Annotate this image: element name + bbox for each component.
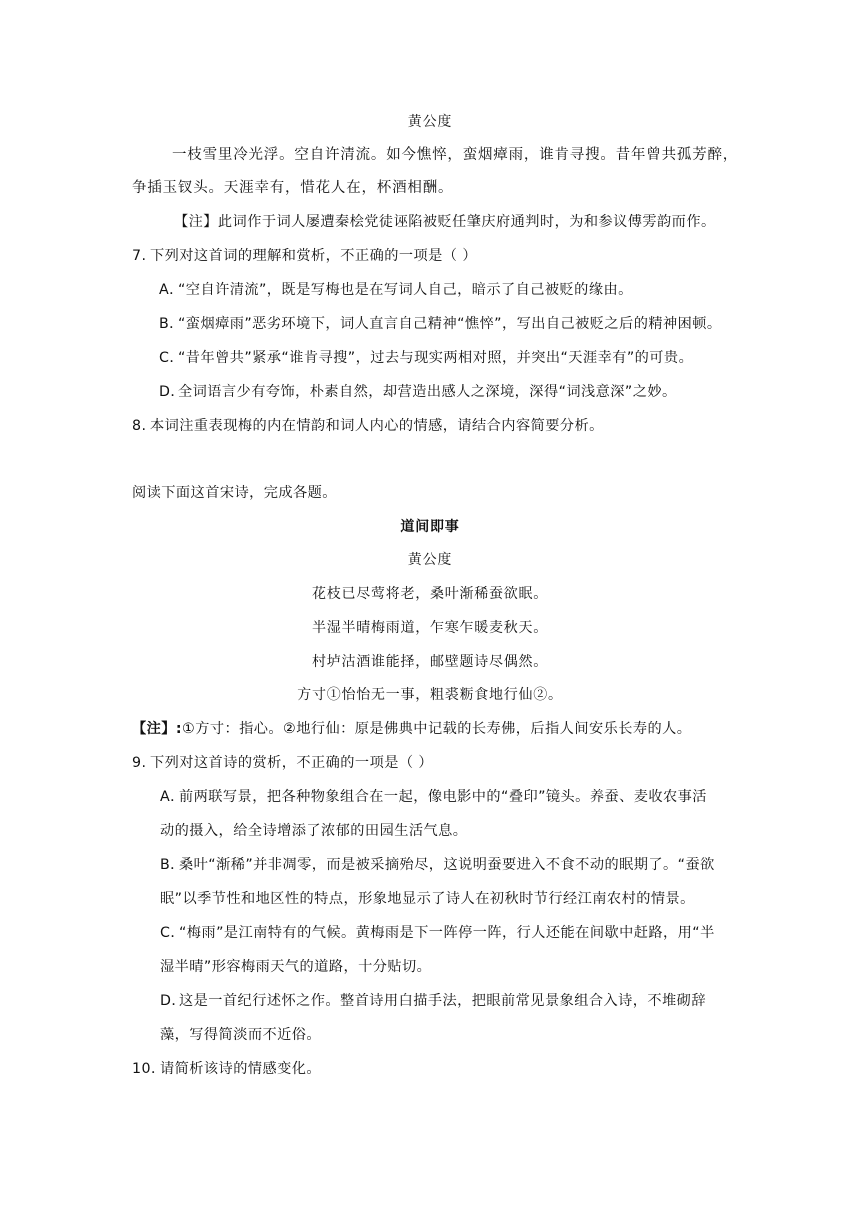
poem2-line-4: 方寸①怡怡无一事，粗裘粝食地行仙②。 <box>297 687 563 703</box>
poem1-note: 【注】此词作于词人屡遭秦桧党徒诬陷被贬任肇庆府通判时，为和参议傅雱韵而作。 <box>174 214 716 230</box>
q7-option-c-label: C． <box>159 350 184 366</box>
question-8-number: 8. <box>132 418 147 434</box>
q9-option-b-label: B． <box>160 857 185 873</box>
q9-option-d-line-2: 藻，写得简淡而不近俗。 <box>160 1027 322 1043</box>
poem2-line-1: 花枝已尽莺将老，桑叶渐稀蚕欲眠。 <box>312 586 548 602</box>
q7-option-c-text: “昔年曾共”紧承“谁肯寻搜”，过去与现实两相对照，并突出“天涯幸有”的可贵。 <box>178 350 694 366</box>
q9-option-b-text-1: 桑叶“渐稀”并非凋零，而是被采摘殆尽，这说明蚕要进入不食不动的眠期了。“蚕欲 <box>179 857 715 873</box>
question-9 <box>132 756 433 770</box>
q9-option-d-text-1: 这是一首纪行述怀之作。整首诗用白描手法，把眼前常见景象组合入诗，不堆砌辞 <box>179 993 706 1009</box>
poem2-note <box>132 722 691 736</box>
q9-option-d-label: D． <box>160 993 187 1009</box>
q9-option-c-line-1 <box>160 926 715 940</box>
q9-option-c-text-1: “梅雨”是江南特有的气候。黄梅雨是下一阵停一阵，行人还能在间歇中赶路，用“半 <box>179 925 715 941</box>
poem2-line-3: 村垆沽酒谁能择，邮壁题诗尽偶然。 <box>312 654 548 670</box>
q9-option-a-label: A． <box>160 789 185 805</box>
question-10-text: 请简析该诗的情感变化。 <box>160 1061 322 1077</box>
q9-option-d-line-1 <box>160 994 706 1008</box>
question-8 <box>132 419 604 433</box>
question-10-number: 10． <box>132 1061 166 1077</box>
q7-option-d <box>159 385 677 399</box>
q7-option-d-text: 全词语言少有夸饰，朴素自然，却营造出感人之深境，深得“词浅意深”之妙。 <box>178 384 677 400</box>
question-7-stem: 下列对这首词的理解和赏析，不正确的一项是（ ） <box>150 248 477 264</box>
q7-option-a-text: “空自许清流”，既是写梅也是在写词人自己，暗示了自己被贬的缘由。 <box>178 282 633 298</box>
q7-option-b-text: “蛮烟瘴雨”恶劣环境下，词人直言自己精神“憔悴”，写出自己被贬之后的精神困顿。 <box>178 316 722 332</box>
question-9-stem: 下列对这首诗的赏析，不正确的一项是（ ） <box>150 755 434 771</box>
q7-option-b-label: B． <box>159 316 184 332</box>
q9-option-c-label: C． <box>160 925 185 941</box>
poem2-author: 黄公度 <box>407 552 453 568</box>
q7-option-a <box>159 283 633 297</box>
q7-option-a-label: A． <box>159 282 184 298</box>
q7-option-c <box>159 351 693 365</box>
poem1-author: 黄公度 <box>407 114 453 130</box>
poem2-line-2: 半湿半晴梅雨道，乍寒乍暖麦秋天。 <box>312 620 548 636</box>
question-7-number: 7. <box>132 248 147 264</box>
question-8-text: 本词注重表现梅的内在情韵和词人内心的情感，请结合内容简要分析。 <box>150 418 604 434</box>
q9-option-b-line-1 <box>160 858 715 872</box>
q9-option-c-line-2: 湿半晴”形容梅雨天气的道路，十分贴切。 <box>160 959 432 975</box>
poem1-line-2: 争插玉钗头。天涯幸有，惜花人在，杯酒相酬。 <box>132 180 454 196</box>
poem1-line-1: 一枝雪里冷光浮。空自许清流。如今憔悴，蛮烟瘴雨，谁肯寻搜。昔年曾共孤芳醉， <box>172 147 739 163</box>
poem2-title: 道间即事 <box>400 519 460 535</box>
q9-option-b-line-2: 眠”以季节性和地区性的特点，形象地显示了诗人在初秋时节行经江南农村的情景。 <box>160 891 695 907</box>
question-7 <box>132 249 477 263</box>
poem2-note-text: ①方寸：指心。②地行仙：原是佛典中记载的长寿佛，后指人间安乐长寿的人。 <box>182 721 692 737</box>
question-9-number: 9. <box>132 755 147 771</box>
q9-option-a-line-1 <box>160 790 707 804</box>
question-10 <box>132 1062 321 1076</box>
q7-option-b <box>159 317 722 331</box>
q9-option-a-text-1: 前两联写景，把各种物象组合在一起，像电影中的“叠印”镜头。养蚕、麦收农事活 <box>179 789 707 805</box>
section-2-intro: 阅读下面这首宋诗，完成各题。 <box>132 485 337 501</box>
q7-option-d-label: D． <box>159 384 186 400</box>
poem2-note-label: 【注】: <box>132 721 183 737</box>
q9-option-a-line-2: 动的摄入，给全诗增添了浓郁的田园生活气息。 <box>160 823 468 839</box>
